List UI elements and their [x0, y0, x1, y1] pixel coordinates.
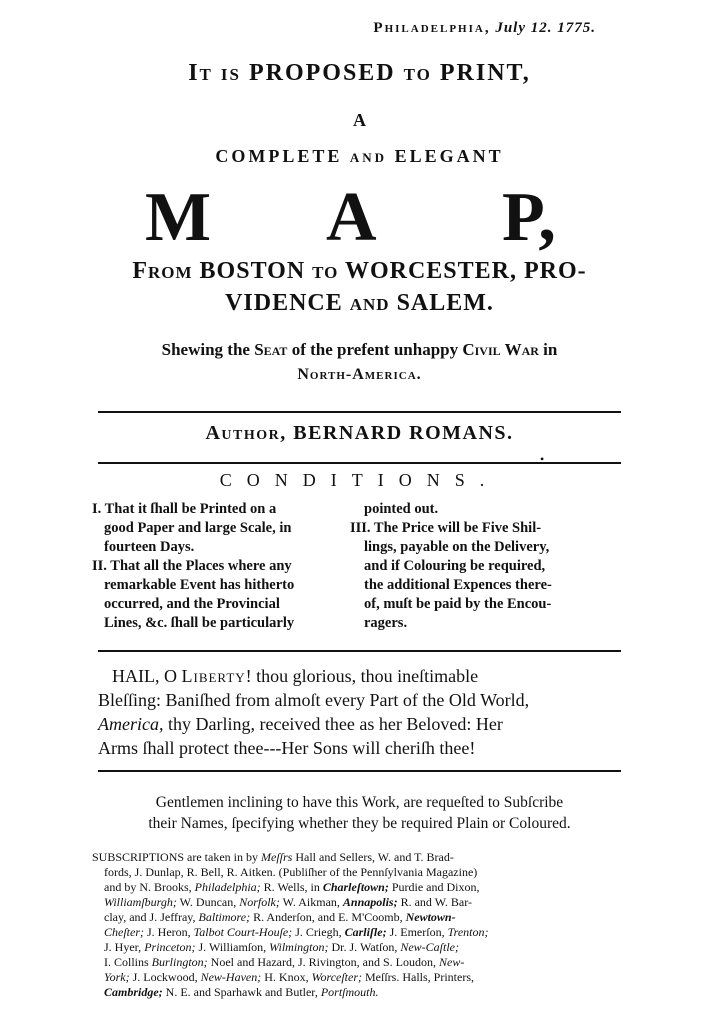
map-letter-m: M: [145, 179, 212, 256]
divider-rule: [98, 411, 621, 413]
gentlemen-line-2: their Names, ſpecifying whether they be required Plain or Coloured.: [148, 815, 571, 832]
subscriptions-line-8: I. Collins Burlington; Noel and Hazard, J. Rivington, and S. Loudon, New-: [104, 955, 465, 969]
route-line-1: From BOSTON to WORCESTER, PRO-: [132, 258, 587, 284]
conditions-right-column: [350, 500, 552, 633]
liberty-line-3: America, thy Darling, received thee as her Beloved: Her: [98, 714, 503, 734]
subscriptions-line-9: York; J. Lockwood, New-Haven; H. Knox, Worceſter; Meſſrs. Halls, Printers,: [104, 970, 475, 984]
subscriptions-line-6: Cheſter; J. Heron, Talbot Court-Houſe; J. Criegh, Carliſle; J. Emerſon, Trenton;: [104, 925, 489, 939]
subscriptions-line-5: clay, and J. Jeffray, Baltimore; R. Anderſon, and E. M'Coomb, Newtown-: [104, 910, 456, 924]
condition-line: I. That it ſhall be Printed on a: [92, 501, 277, 517]
liberty-line-4: Arms ſhall protect thee---Her Sons will cheriſh thee!: [98, 738, 476, 758]
condition-line: Lines, &c. ſhall be particularly: [104, 615, 295, 631]
condition-line: lings, payable on the Delivery,: [364, 539, 550, 555]
complete-elegant-line: COMPLETE and ELEGANT: [215, 146, 504, 166]
dateline-city: Philadelphia,: [373, 20, 491, 36]
dateline: [373, 20, 596, 37]
ink-dot: •: [540, 452, 545, 466]
divider-rule: [98, 770, 621, 772]
liberty-line-1: HAIL, O Liberty! thou glorious, thou ineſtimable: [112, 666, 479, 686]
condition-line: ragers.: [364, 615, 408, 631]
condition-line: III. The Price will be Five Shil-: [350, 520, 542, 536]
map-title: [0, 178, 719, 258]
condition-line: and if Colouring be required,: [364, 558, 546, 574]
article-a: A: [353, 110, 366, 130]
shewing-line-2: North-America.: [297, 366, 422, 383]
map-letter-p: P,: [502, 179, 556, 256]
author-line: Author, BERNARD ROMANS.: [205, 422, 514, 444]
condition-line: the additional Expences there-: [364, 577, 552, 593]
subscriptions-line-4: Williamſburgh; W. Duncan, Norfolk; W. Aikman, Annapolis; R. and W. Bar-: [104, 895, 473, 909]
condition-line: occurred, and the Provincial: [104, 596, 280, 612]
subscriptions-line-3: and by N. Brooks, Philadelphia; R. Wells, in Charleſtown; Purdie and Dixon,: [104, 880, 480, 894]
route-line-2: VIDENCE and SALEM.: [225, 290, 494, 316]
gentlemen-line-1: Gentlemen inclining to have this Work, are requeſted to Subſcribe: [155, 794, 564, 811]
liberty-line-2: Bleſſing: Baniſhed from almoſt every Part of the Old World,: [98, 690, 530, 710]
shewing-line-1: Shewing the Seat of the prefent unhappy Civil War in: [161, 340, 558, 359]
condition-line: II. That all the Places where any: [92, 558, 292, 574]
subscriptions-line-2: fords, J. Dunlap, R. Bell, R. Aitken. (Publiſher of the Pennſylvania Magazine): [104, 865, 478, 879]
condition-line: good Paper and large Scale, in: [104, 520, 292, 536]
dateline-date: July 12. 1775.: [495, 20, 596, 36]
condition-line: remarkable Event has hitherto: [104, 577, 295, 593]
subscriptions-line-10: Cambridge; N. E. and Sparhawk and Butler, Portſmouth.: [104, 985, 379, 999]
map-letter-a: A: [326, 179, 377, 256]
subscriptions-line-7: J. Hyer, Princeton; J. Williamſon, Wilmington; Dr. J. Watſon, New-Caſtle;: [104, 940, 459, 954]
conditions-left-column: [92, 500, 294, 633]
subscriptions-line-1: SUBSCRIPTIONS are taken in by Meſſrs Hall and Sellers, W. and T. Brad-: [92, 850, 454, 864]
conditions-heading: CONDITIONS.: [219, 470, 500, 490]
condition-line: fourteen Days.: [104, 539, 195, 555]
condition-line: pointed out.: [364, 501, 439, 517]
divider-rule: [98, 650, 621, 652]
condition-line: of, muſt be paid by the Encou-: [364, 596, 552, 612]
proposal-heading: It is PROPOSED to PRINT,: [188, 60, 531, 86]
